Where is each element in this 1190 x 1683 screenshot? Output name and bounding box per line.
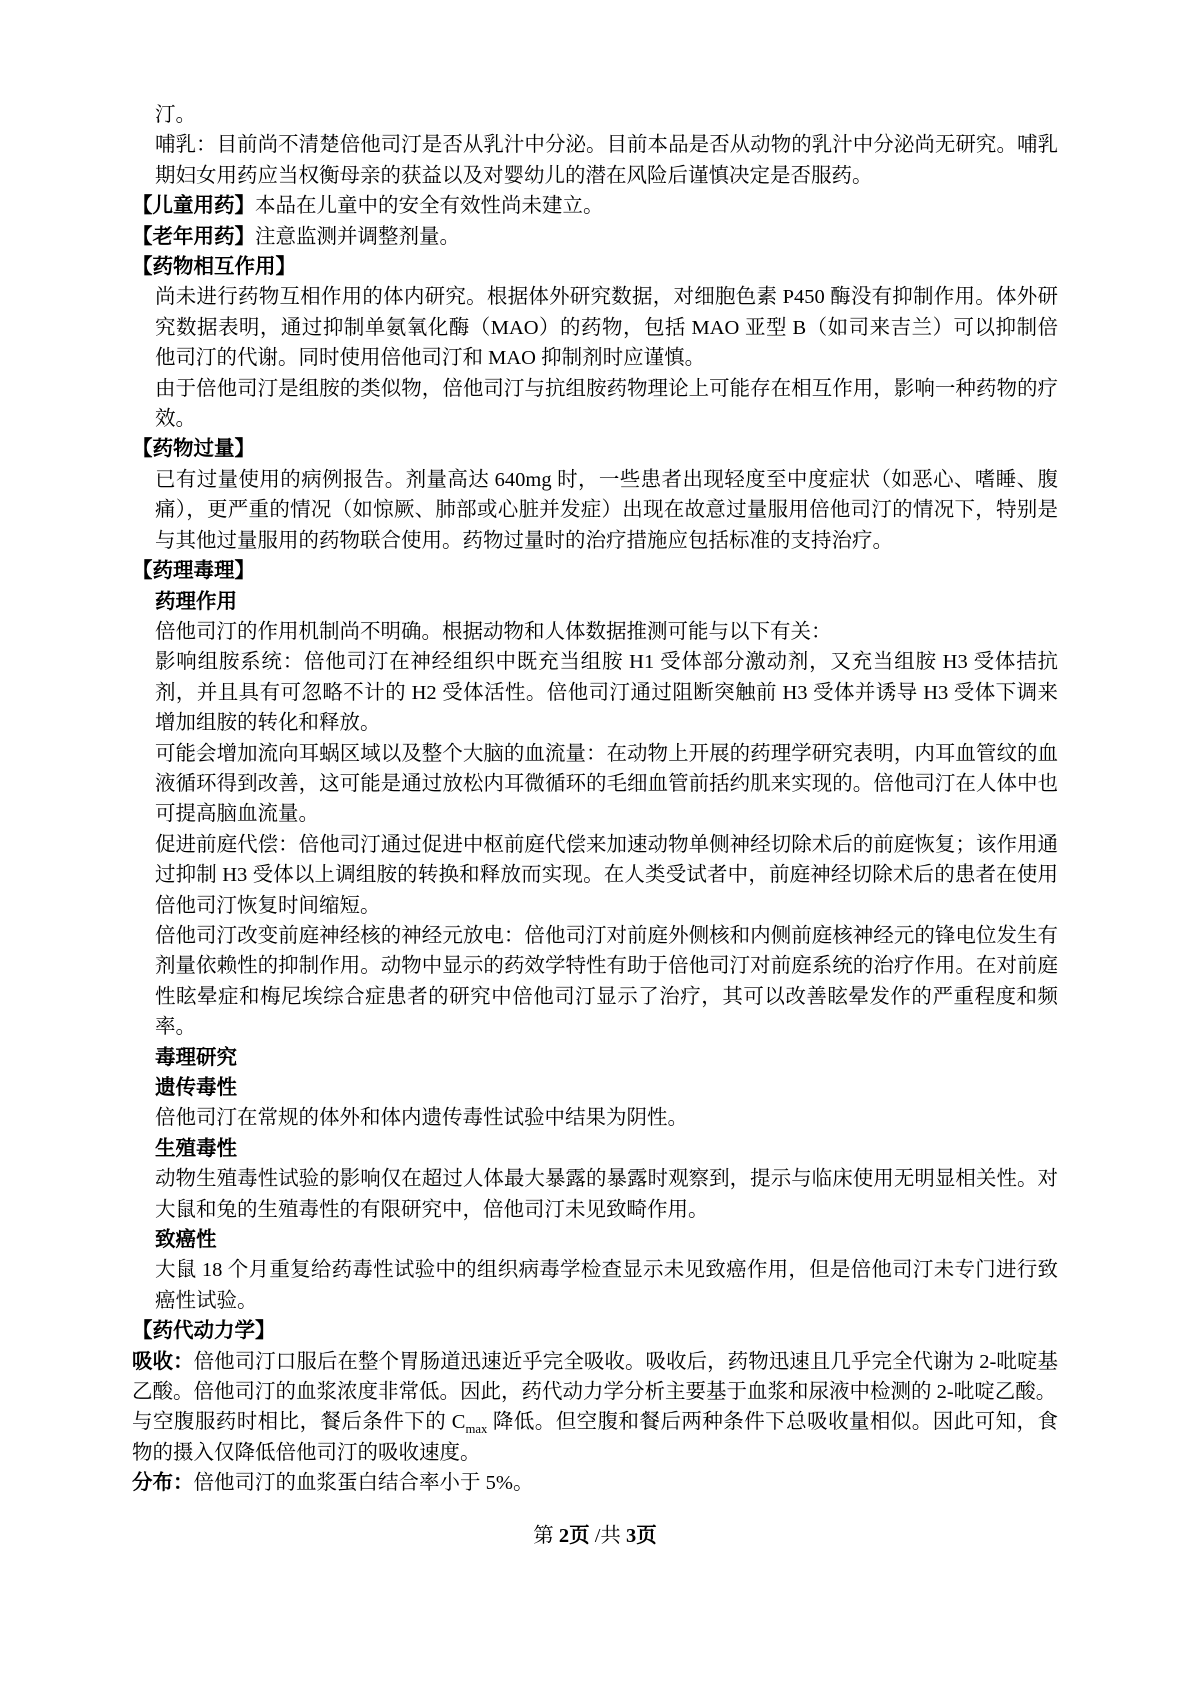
heading-geriatric-use: 【老年用药】 <box>132 225 255 248</box>
para-food-effect-post: 降低。但空腹和餐后两种条件下总吸收量相似。因此可知，食物的摄入仅降低倍他司汀的吸收速度。 <box>132 1411 1058 1464</box>
para-continuation: 汀。 <box>155 104 196 126</box>
heading-overdose: 【药物过量】 <box>132 438 255 461</box>
para-geriatric-use: 注意监测并调整剂量。 <box>255 225 460 248</box>
subheading-pharmacologic-action: 药理作用 <box>155 590 237 613</box>
para-absorption <box>132 1347 1058 1408</box>
subheading-carcinogenicity: 致癌性 <box>155 1229 217 1252</box>
para-genotoxicity: 倍他司汀在常规的体外和体内遗传毒性试验中结果为阴性。 <box>155 1107 688 1130</box>
para-neuronal-discharge: 倍他司汀改变前庭神经核的神经元放电：倍他司汀对前庭外侧核和内侧前庭核神经元的锋电位发生有剂量依赖性的抑制作用。动物中显示的药效学特性有助于倍他司汀对前庭系统的治疗作用。在对前庭性眩晕症和梅尼埃综合症患者的研究中倍他司汀显示了治疗，其可以改善眩晕发作的严重程度和频率。 <box>155 924 1058 1039</box>
heading-drug-interactions: 【药物相互作用】 <box>132 256 296 279</box>
para-carcinogenicity: 大鼠 18 个月重复给药毒性试验中的组织病毒学检查显示未见致癌作用，但是倍他司汀未专门进行致癌性试验。 <box>155 1259 1058 1312</box>
subheading-reproductive-toxicity: 生殖毒性 <box>155 1137 237 1160</box>
label-distribution: 分布： <box>132 1472 194 1495</box>
footer-separator: /共 <box>589 1524 627 1547</box>
heading-pharmacology-toxicology: 【药理毒理】 <box>132 560 255 583</box>
para-lactation: 哺乳：目前尚不清楚倍他司汀是否从乳汁中分泌。目前本品是否从动物的乳汁中分泌尚无研究。哺乳期妇女用药应当权衡母亲的获益以及对婴幼儿的潜在风险后谨慎决定是否服药。 <box>155 134 1058 187</box>
page-footer <box>132 1521 1058 1551</box>
footer-current-page: 2页 <box>558 1524 590 1547</box>
para-interactions-2: 由于倍他司汀是组胺的类似物，倍他司汀与抗组胺药物理论上可能存在相互作用，影响一种药物的疗效。 <box>155 377 1058 431</box>
heading-pediatric-use: 【儿童用药】 <box>132 195 255 218</box>
para-food-effect-pre: 与空腹服药时相比，餐后条件下的 C <box>132 1411 466 1434</box>
footer-prefix: 第 <box>533 1524 559 1547</box>
para-blood-flow: 可能会增加流向耳蜗区域以及整个大脑的血流量：在动物上开展的药理学研究表明，内耳血管纹的血液循环得到改善，这可能是通过放松内耳微循环的毛细血管前括约肌来实现的。倍他司汀在人体中也可提高脑血流量。 <box>155 742 1058 826</box>
section-geriatric-use <box>132 222 1058 252</box>
para-histamine-system: 影响组胺系统：倍他司汀在神经组织中既充当组胺 H1 受体部分激动剂，又充当组胺 H3 受体拮抗剂，并且具有可忽略不计的 H2 受体活性。倍他司汀通过阻断突触前 H3 受体并诱导 H3 受体下调来增加组胺的转化和释放。 <box>155 651 1058 735</box>
para-absorption-text: 倍他司汀口服后在整个胃肠道迅速近乎完全吸收。吸收后，药物迅速且几乎完全代谢为 2-吡啶基乙酸。倍他司汀的血浆浓度非常低。因此，药代动力学分析主要基于血浆和尿液中检测的 2-吡啶乙酸。 <box>132 1350 1059 1404</box>
para-overdose: 已有过量使用的病例报告。剂量高达 640mg 时，一些患者出现轻度至中度症状（如恶心、嗜睡、腹痛），更严重的情况（如惊厥、肺部或心脏并发症）出现在故意过量服用倍他司汀的情况下，特别是与其他过量服用的药物联合使用。药物过量时的治疗措施应包括标准的支持治疗。 <box>155 468 1058 552</box>
section-pediatric-use <box>132 191 1058 221</box>
cmax-subscript: max <box>465 1422 488 1437</box>
para-interactions-1: 尚未进行药物互相作用的体内研究。根据体外研究数据，对细胞色素 P450 酶没有抑制作用。体外研究数据表明，通过抑制单氨氧化酶（MAO）的药物，包括 MAO 亚型 B（如司来吉兰）可以抑制倍他司汀的代谢。同时使用倍他司汀和 MAO 抑制剂时应谨慎。 <box>155 286 1058 370</box>
heading-pharmacokinetics: 【药代动力学】 <box>132 1320 276 1343</box>
para-food-effect <box>132 1407 1058 1468</box>
para-vestibular-compensation: 促进前庭代偿：倍他司汀通过促进中枢前庭代偿来加速动物单侧神经切除术后的前庭恢复；该作用通过抑制 H3 受体以上调组胺的转换和释放而实现。在人类受试者中，前庭神经切除术后的患者在使用倍他司汀恢复时间缩短。 <box>155 833 1058 917</box>
para-pediatric-use: 本品在儿童中的安全有效性尚未建立。 <box>255 195 604 218</box>
subheading-toxicology-research: 毒理研究 <box>155 1046 237 1069</box>
para-mechanism-intro: 倍他司汀的作用机制尚不明确。根据动物和人体数据推测可能与以下有关： <box>155 620 832 643</box>
footer-total-pages: 3页 <box>626 1524 657 1547</box>
para-distribution <box>132 1468 1058 1498</box>
para-reproductive-toxicity: 动物生殖毒性试验的影响仅在超过人体最大暴露的暴露时观察到，提示与临床使用无明显相关性。对大鼠和兔的生殖毒性的有限研究中，倍他司汀未见致畸作用。 <box>155 1168 1058 1221</box>
para-distribution-text: 倍他司汀的血浆蛋白结合率小于 5%。 <box>193 1472 534 1495</box>
label-absorption: 吸收： <box>132 1350 194 1373</box>
subheading-genotoxicity: 遗传毒性 <box>155 1077 237 1099</box>
